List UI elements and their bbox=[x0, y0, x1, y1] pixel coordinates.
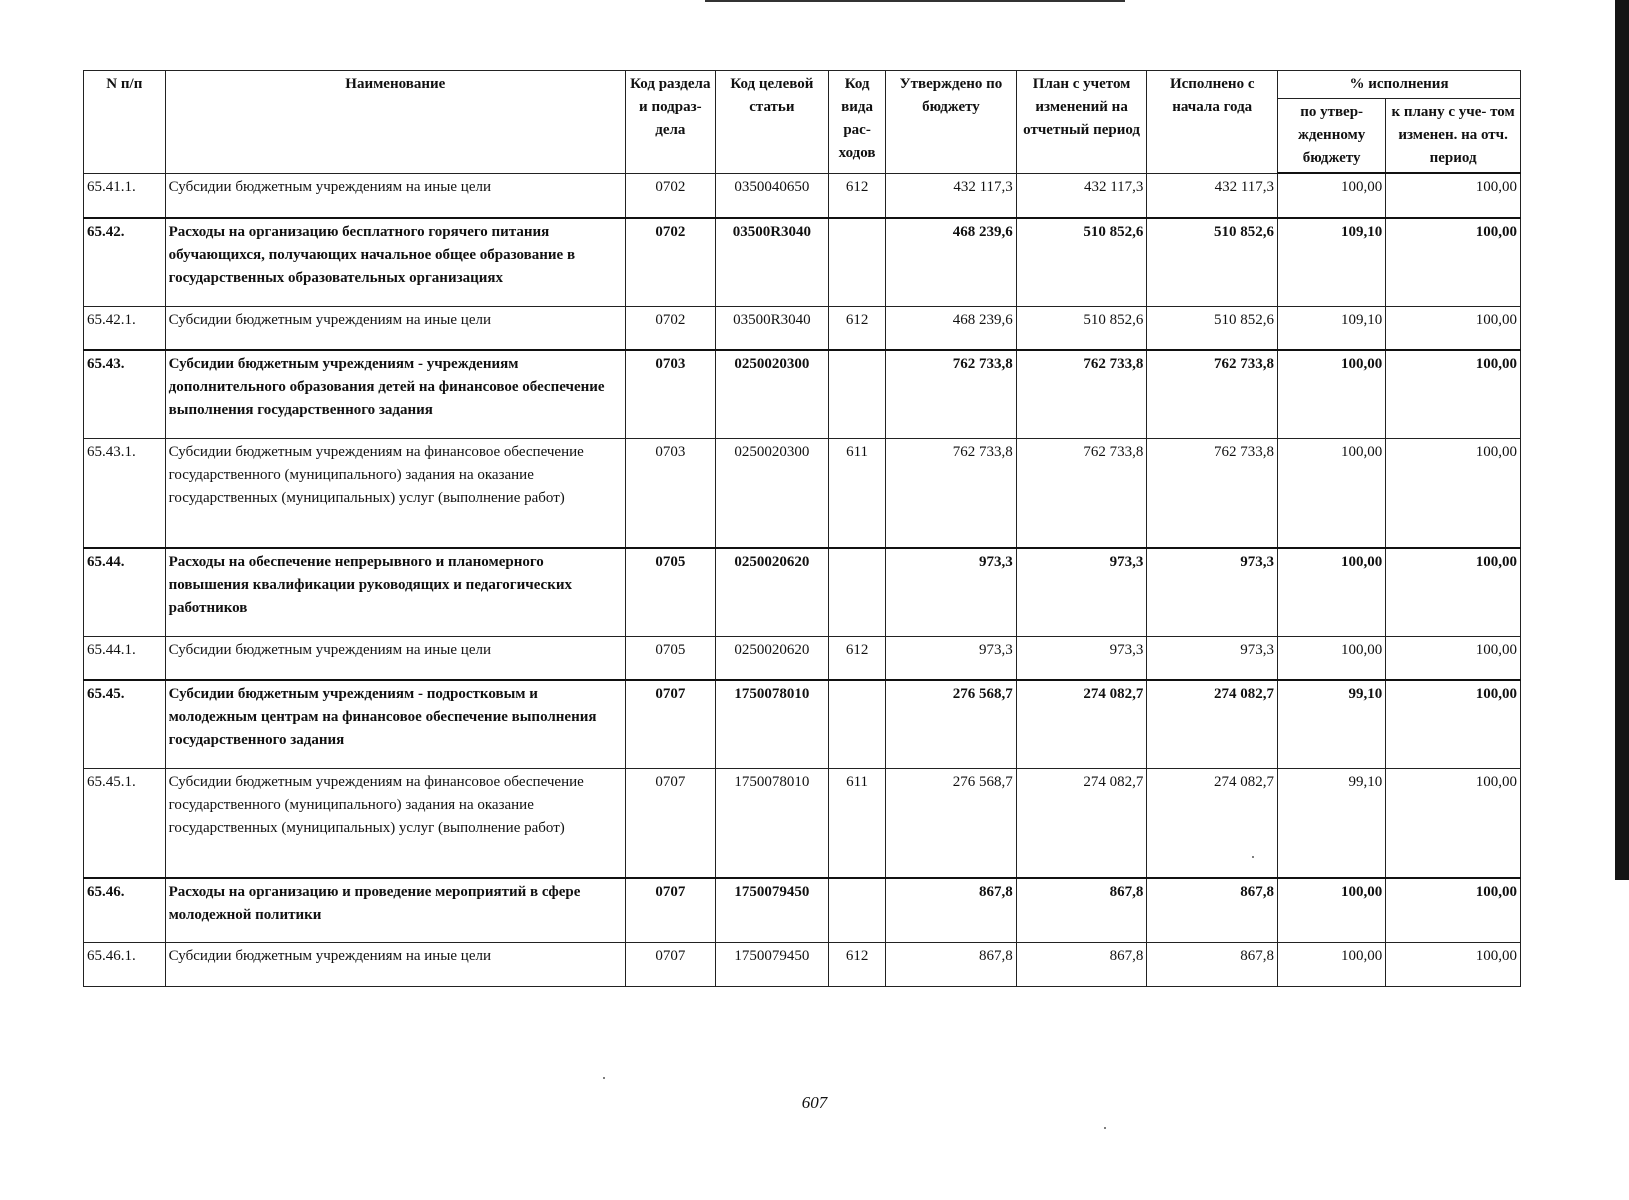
table-row bbox=[84, 878, 1521, 942]
table-row bbox=[84, 768, 1521, 878]
row-executed: 274 082,7 bbox=[1147, 768, 1278, 878]
row-pct-plan: 100,00 bbox=[1386, 306, 1521, 350]
row-plan: 867,8 bbox=[1016, 878, 1147, 942]
header-target-code: Код целевой статьи bbox=[715, 71, 828, 174]
table-row bbox=[84, 680, 1521, 768]
row-kind-code bbox=[829, 350, 886, 438]
row-number: 65.45.1. bbox=[84, 768, 166, 878]
header-section-code: Код раздела и подраз- дела bbox=[625, 71, 715, 174]
table-row bbox=[84, 548, 1521, 636]
row-executed: 432 117,3 bbox=[1147, 173, 1278, 218]
row-approved: 762 733,8 bbox=[886, 350, 1017, 438]
row-number: 65.44.1. bbox=[84, 636, 166, 680]
row-executed: 867,8 bbox=[1147, 878, 1278, 942]
row-pct-plan: 100,00 bbox=[1386, 768, 1521, 878]
row-pct-approved: 109,10 bbox=[1278, 218, 1386, 306]
row-name: Субсидии бюджетным учреждениям на иные цели bbox=[165, 173, 625, 218]
table-row bbox=[84, 636, 1521, 680]
row-section-code: 0702 bbox=[625, 306, 715, 350]
row-approved: 867,8 bbox=[886, 942, 1017, 986]
row-section-code: 0707 bbox=[625, 878, 715, 942]
row-section-code: 0705 bbox=[625, 548, 715, 636]
row-pct-plan: 100,00 bbox=[1386, 636, 1521, 680]
row-kind-code bbox=[829, 218, 886, 306]
table-row bbox=[84, 438, 1521, 548]
table-row bbox=[84, 306, 1521, 350]
row-plan: 762 733,8 bbox=[1016, 438, 1147, 548]
table-body bbox=[84, 173, 1521, 986]
row-pct-approved: 99,10 bbox=[1278, 768, 1386, 878]
row-executed: 762 733,8 bbox=[1147, 350, 1278, 438]
row-target-code: 03500R3040 bbox=[715, 218, 828, 306]
row-target-code: 0250020300 bbox=[715, 350, 828, 438]
header-pct-approved: по утвер- жденному бюджету bbox=[1278, 99, 1386, 174]
row-number: 65.42.1. bbox=[84, 306, 166, 350]
row-name: Субсидии бюджетным учреждениям на иные цели bbox=[165, 942, 625, 986]
row-approved: 276 568,7 bbox=[886, 680, 1017, 768]
row-kind-code: 612 bbox=[829, 636, 886, 680]
row-target-code: 1750079450 bbox=[715, 942, 828, 986]
row-kind-code: 611 bbox=[829, 768, 886, 878]
row-executed: 867,8 bbox=[1147, 942, 1278, 986]
header-pct-plan: к плану с уче- том изменен. на отч. период bbox=[1386, 99, 1521, 174]
row-section-code: 0705 bbox=[625, 636, 715, 680]
row-section-code: 0707 bbox=[625, 680, 715, 768]
row-pct-plan: 100,00 bbox=[1386, 548, 1521, 636]
row-kind-code bbox=[829, 680, 886, 768]
row-section-code: 0703 bbox=[625, 438, 715, 548]
row-pct-plan: 100,00 bbox=[1386, 942, 1521, 986]
row-target-code: 0250020620 bbox=[715, 548, 828, 636]
row-name: Расходы на обеспечение непрерывного и планомерного повышения квалификации руководящих и педагогических работников bbox=[165, 548, 625, 636]
row-kind-code bbox=[829, 878, 886, 942]
row-approved: 762 733,8 bbox=[886, 438, 1017, 548]
row-name: Расходы на организацию бесплатного горячего питания обучающихся, получающих начальное общее образование в государственных образовательных организациях bbox=[165, 218, 625, 306]
row-plan: 973,3 bbox=[1016, 548, 1147, 636]
row-target-code: 0350040650 bbox=[715, 173, 828, 218]
row-number: 65.44. bbox=[84, 548, 166, 636]
scan-speck bbox=[1104, 1127, 1106, 1129]
row-pct-plan: 100,00 bbox=[1386, 218, 1521, 306]
row-approved: 973,3 bbox=[886, 636, 1017, 680]
row-plan: 510 852,6 bbox=[1016, 218, 1147, 306]
row-number: 65.41.1. bbox=[84, 173, 166, 218]
row-executed: 510 852,6 bbox=[1147, 306, 1278, 350]
scan-speck bbox=[1252, 856, 1254, 858]
row-executed: 762 733,8 bbox=[1147, 438, 1278, 548]
header-row-1 bbox=[84, 71, 1521, 99]
row-executed: 973,3 bbox=[1147, 636, 1278, 680]
row-name: Субсидии бюджетным учреждениям на финансовое обеспечение государственного (муниципального) задания на оказание государственных (муниципальных) услуг (выполнение работ) bbox=[165, 768, 625, 878]
row-kind-code: 611 bbox=[829, 438, 886, 548]
row-name: Субсидии бюджетным учреждениям - учреждениям дополнительного образования детей на финансовое обеспечение выполнения государственного задания bbox=[165, 350, 625, 438]
row-pct-plan: 100,00 bbox=[1386, 438, 1521, 548]
row-pct-plan: 100,00 bbox=[1386, 350, 1521, 438]
row-plan: 274 082,7 bbox=[1016, 768, 1147, 878]
header-num: N п/п bbox=[84, 71, 166, 174]
row-executed: 274 082,7 bbox=[1147, 680, 1278, 768]
row-executed: 973,3 bbox=[1147, 548, 1278, 636]
row-target-code: 0250020300 bbox=[715, 438, 828, 548]
row-target-code: 1750078010 bbox=[715, 768, 828, 878]
row-number: 65.43.1. bbox=[84, 438, 166, 548]
row-number: 65.42. bbox=[84, 218, 166, 306]
row-section-code: 0702 bbox=[625, 218, 715, 306]
row-plan: 510 852,6 bbox=[1016, 306, 1147, 350]
row-kind-code bbox=[829, 548, 886, 636]
row-kind-code: 612 bbox=[829, 173, 886, 218]
row-number: 65.45. bbox=[84, 680, 166, 768]
row-name: Субсидии бюджетным учреждениям на иные цели bbox=[165, 636, 625, 680]
table-row bbox=[84, 350, 1521, 438]
row-pct-approved: 100,00 bbox=[1278, 438, 1386, 548]
row-pct-approved: 100,00 bbox=[1278, 548, 1386, 636]
header-percent-group: % исполнения bbox=[1278, 71, 1521, 99]
row-pct-approved: 99,10 bbox=[1278, 680, 1386, 768]
scan-speck bbox=[603, 1077, 605, 1079]
row-pct-plan: 100,00 bbox=[1386, 878, 1521, 942]
row-kind-code: 612 bbox=[829, 942, 886, 986]
header-plan: План с учетом изменений на отчетный период bbox=[1016, 71, 1147, 174]
row-plan: 973,3 bbox=[1016, 636, 1147, 680]
table-row bbox=[84, 942, 1521, 986]
row-section-code: 0703 bbox=[625, 350, 715, 438]
row-target-code: 1750079450 bbox=[715, 878, 828, 942]
row-section-code: 0702 bbox=[625, 173, 715, 218]
header-kind-code: Код вида рас- ходов bbox=[829, 71, 886, 174]
header-approved: Утверждено по бюджету bbox=[886, 71, 1017, 174]
row-pct-approved: 100,00 bbox=[1278, 878, 1386, 942]
row-pct-approved: 100,00 bbox=[1278, 942, 1386, 986]
row-plan: 762 733,8 bbox=[1016, 350, 1147, 438]
row-approved: 468 239,6 bbox=[886, 306, 1017, 350]
row-approved: 468 239,6 bbox=[886, 218, 1017, 306]
row-section-code: 0707 bbox=[625, 768, 715, 878]
row-executed: 510 852,6 bbox=[1147, 218, 1278, 306]
row-name: Расходы на организацию и проведение мероприятий в сфере молодежной политики bbox=[165, 878, 625, 942]
row-number: 65.46.1. bbox=[84, 942, 166, 986]
row-plan: 274 082,7 bbox=[1016, 680, 1147, 768]
row-name: Субсидии бюджетным учреждениям - подростковым и молодежным центрам на финансовое обеспечение выполнения государственного задания bbox=[165, 680, 625, 768]
row-pct-approved: 109,10 bbox=[1278, 306, 1386, 350]
row-target-code: 1750078010 bbox=[715, 680, 828, 768]
row-target-code: 0250020620 bbox=[715, 636, 828, 680]
row-target-code: 03500R3040 bbox=[715, 306, 828, 350]
row-name: Субсидии бюджетным учреждениям на иные цели bbox=[165, 306, 625, 350]
scan-edge bbox=[1615, 0, 1629, 880]
row-pct-plan: 100,00 bbox=[1386, 173, 1521, 218]
header-name: Наименование bbox=[165, 71, 625, 174]
page-number: 607 bbox=[801, 1093, 828, 1112]
top-rule bbox=[705, 0, 1125, 2]
table-row bbox=[84, 173, 1521, 218]
row-pct-plan: 100,00 bbox=[1386, 680, 1521, 768]
header-executed: Исполнено с начала года bbox=[1147, 71, 1278, 174]
budget-table bbox=[83, 70, 1521, 987]
row-approved: 867,8 bbox=[886, 878, 1017, 942]
row-approved: 432 117,3 bbox=[886, 173, 1017, 218]
row-section-code: 0707 bbox=[625, 942, 715, 986]
table-row bbox=[84, 218, 1521, 306]
row-pct-approved: 100,00 bbox=[1278, 636, 1386, 680]
row-number: 65.46. bbox=[84, 878, 166, 942]
row-pct-approved: 100,00 bbox=[1278, 173, 1386, 218]
row-approved: 973,3 bbox=[886, 548, 1017, 636]
row-kind-code: 612 bbox=[829, 306, 886, 350]
row-plan: 867,8 bbox=[1016, 942, 1147, 986]
row-approved: 276 568,7 bbox=[886, 768, 1017, 878]
row-plan: 432 117,3 bbox=[1016, 173, 1147, 218]
row-pct-approved: 100,00 bbox=[1278, 350, 1386, 438]
row-number: 65.43. bbox=[84, 350, 166, 438]
row-name: Субсидии бюджетным учреждениям на финансовое обеспечение государственного (муниципального) задания на оказание государственных (муниципальных) услуг (выполнение работ) bbox=[165, 438, 625, 548]
